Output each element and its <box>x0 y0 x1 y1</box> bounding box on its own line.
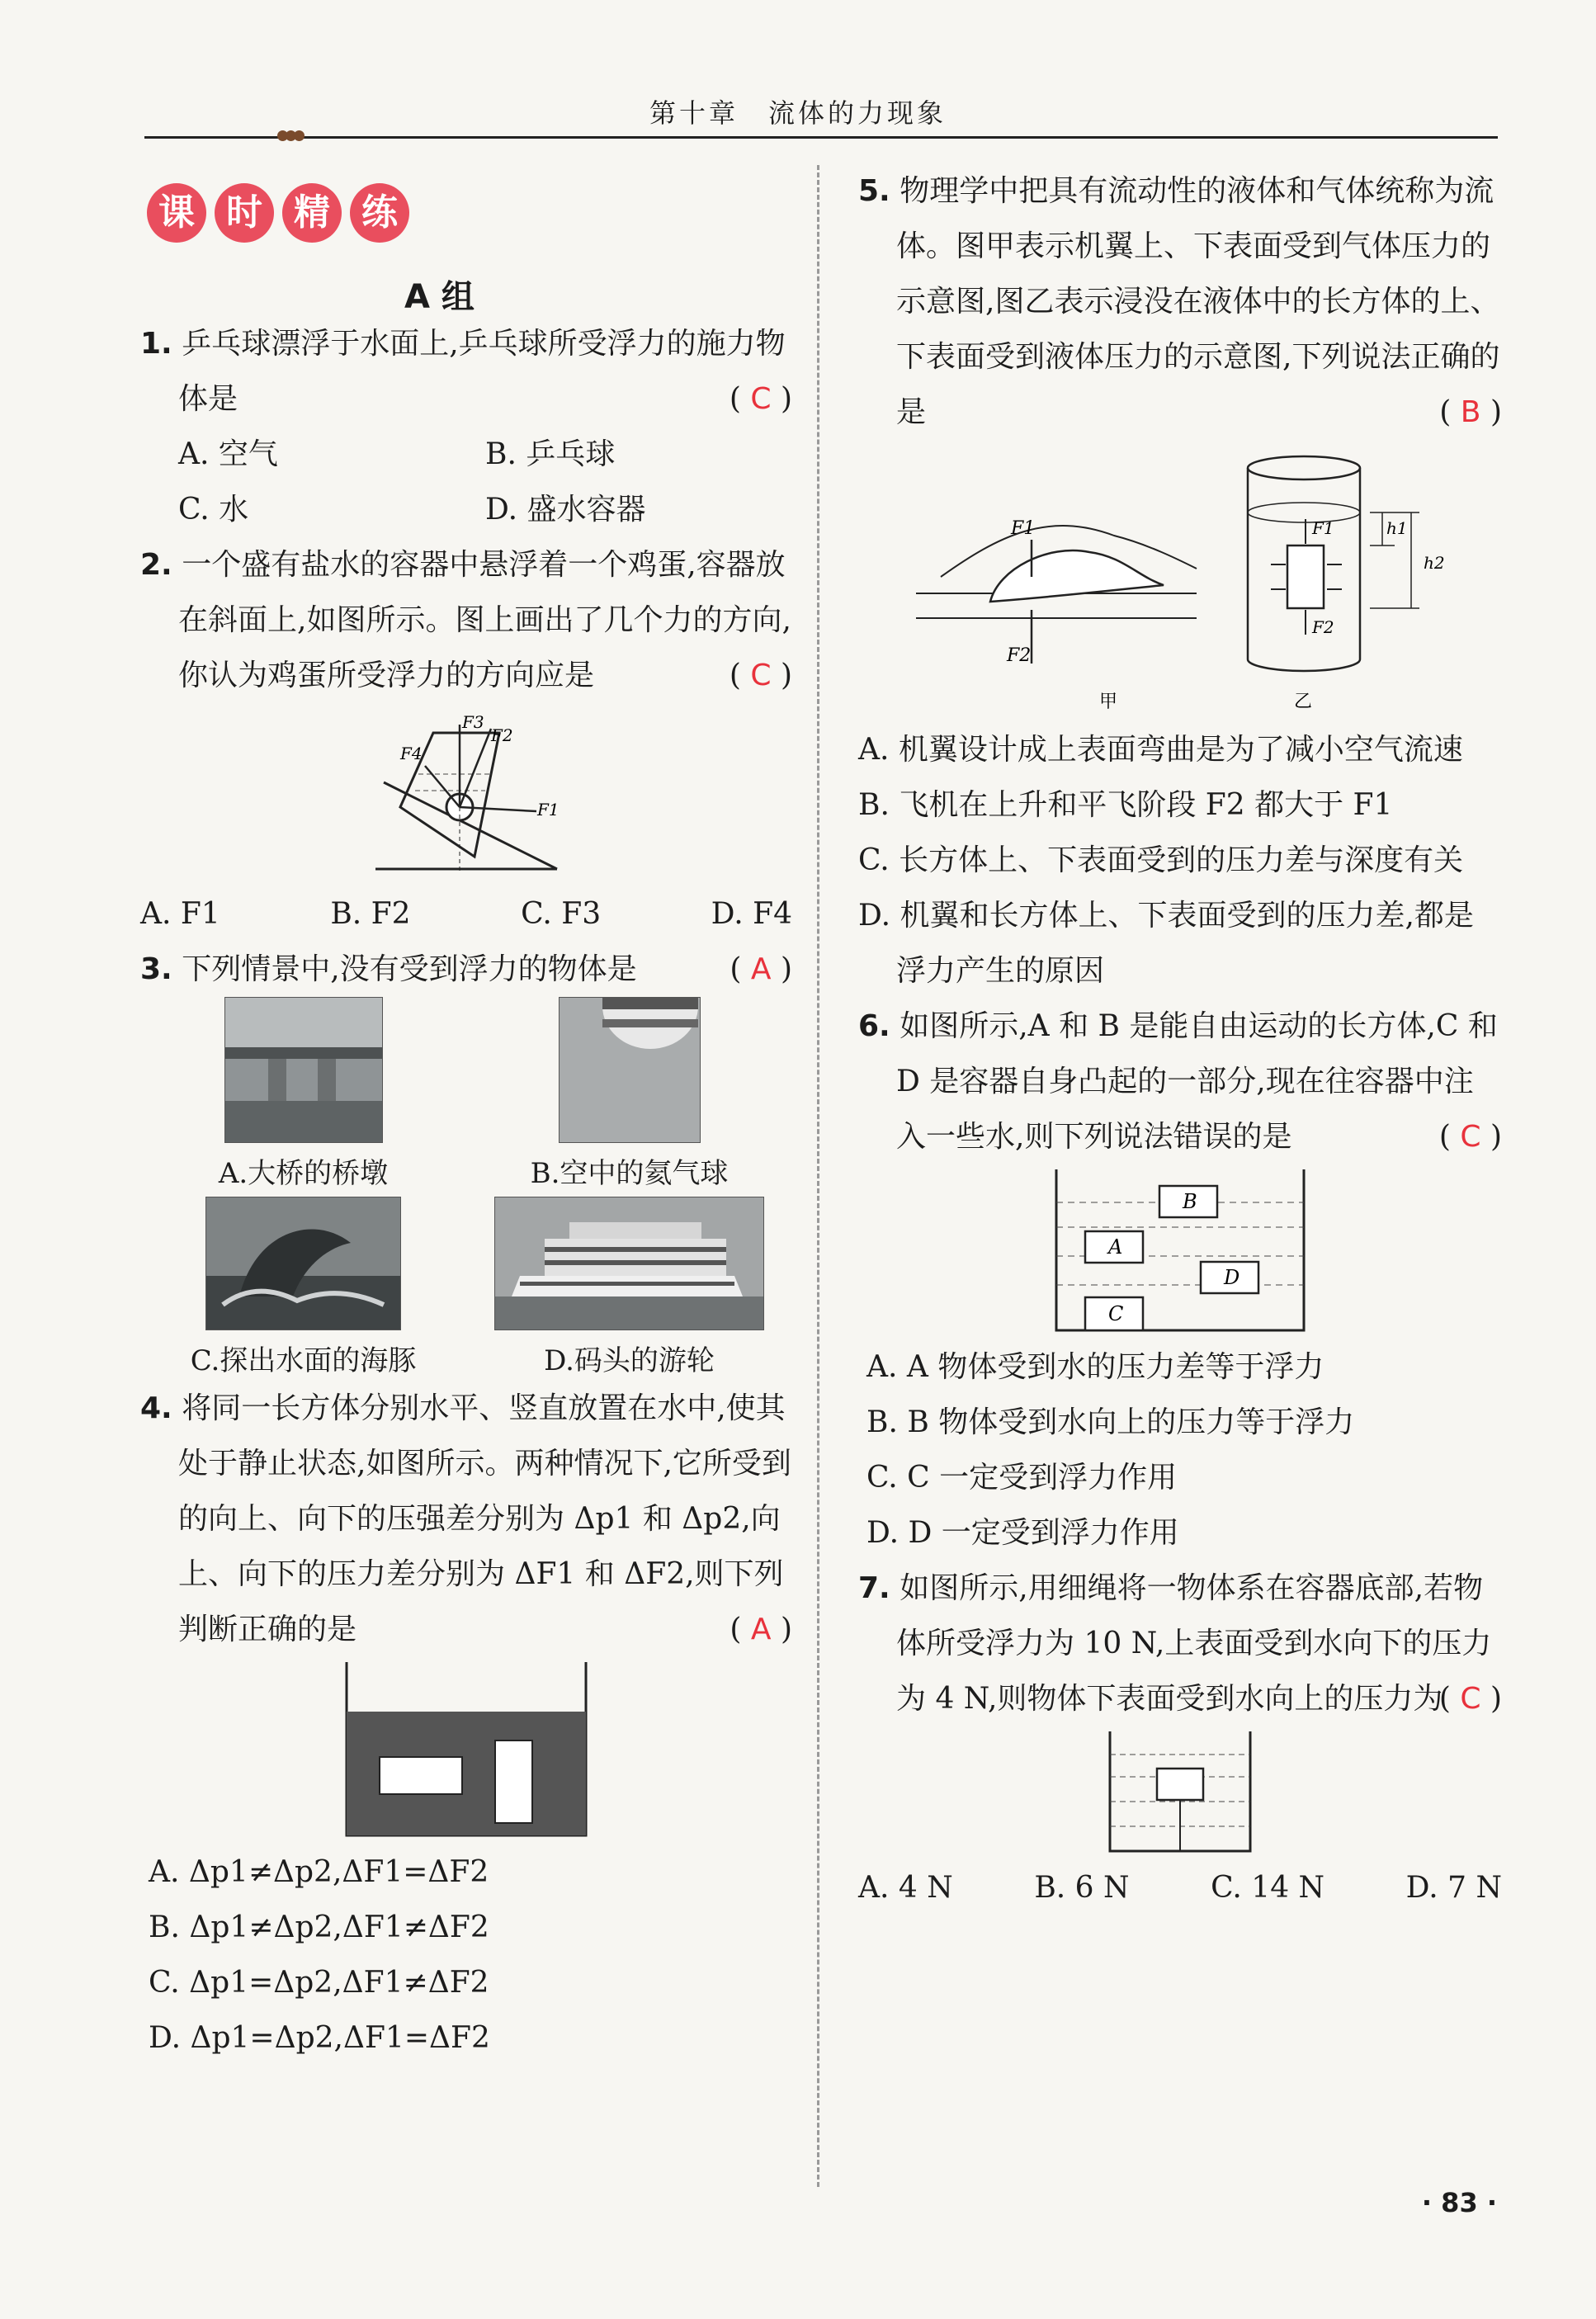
option: A. A 物体受到水的压力差等于浮力 <box>866 1350 1324 1384</box>
question-stem: 一个盛有盐水的容器中悬浮着一个鸡蛋,容器放在斜面上,如图所示。图上画出了几个力的方向,你认为鸡蛋所受浮力的方向应是 <box>178 548 791 692</box>
dolphin-photo <box>205 1197 401 1330</box>
options <box>140 427 792 537</box>
tag-char: 精 <box>282 183 342 243</box>
photo-caption: D.码头的游轮 <box>544 1344 715 1377</box>
question-6 <box>858 999 1502 1561</box>
option: C. Δp1=Δp2,ΔF1≠ΔF2 <box>149 1966 489 2000</box>
photo-item <box>466 1197 792 1381</box>
block-in-water-figure <box>342 1662 590 1840</box>
answer-bracket: ( C ) <box>1438 1120 1502 1154</box>
question-stem: 将同一长方体分别水平、竖直放置在水中,使其处于静止状态,如图所示。两种情况下,它所受到的向上、向下的压强差分别为 Δp1 和 Δp2,向上、向下的压力差分别为 ΔF1 和 ΔF2,则下列判断正确的是 <box>178 1391 791 1646</box>
question-stem: 乒乓球漂浮于水面上,乒乓球所受浮力的施力物体是 <box>178 327 786 416</box>
photo-item <box>466 997 792 1193</box>
option: A. 空气 <box>178 437 278 471</box>
container-blocks-figure <box>1052 1169 1308 1334</box>
option: B. 乒乓球 <box>485 437 616 471</box>
question-5 <box>858 163 1502 999</box>
option: B. F2 <box>330 897 411 931</box>
block-label: D <box>1224 1266 1240 1289</box>
force-label: F3 <box>462 712 484 732</box>
right-column <box>858 163 1502 1915</box>
question-stem: 如图所示,A 和 B 是能自由运动的长方体,C 和 D 是容器自身凸起的一部分,现在往容器中注入一些水,则下列说法错误的是 <box>896 1009 1498 1154</box>
option: C. 14 N <box>1211 1871 1325 1905</box>
question-number: 6. <box>858 1009 890 1043</box>
answer-bracket: ( B ) <box>1439 395 1502 429</box>
figure-caption: 乙 <box>1294 692 1313 712</box>
question-7 <box>858 1561 1502 1915</box>
photo-item <box>140 1197 466 1381</box>
option: A. 机翼设计成上表面弯曲是为了减小空气流速 <box>858 733 1463 767</box>
option: A. Δp1≠Δp2,ΔF1=ΔF2 <box>149 1855 489 1889</box>
option: C. F3 <box>521 897 602 931</box>
wing-and-block-figure <box>883 445 1477 717</box>
question-number: 3. <box>140 952 172 986</box>
block-label: C <box>1108 1302 1124 1325</box>
photo-grid <box>140 997 792 1381</box>
option: A. F1 <box>140 897 220 931</box>
answer: C <box>750 659 772 692</box>
option: B. B 物体受到水向上的压力等于浮力 <box>866 1405 1355 1439</box>
option: C. C 一定受到浮力作用 <box>866 1461 1178 1495</box>
question-2 <box>140 537 792 942</box>
cruise-ship-photo <box>494 1197 764 1330</box>
answer: C <box>750 382 772 416</box>
column-divider <box>817 165 819 2187</box>
section-tag <box>147 183 418 243</box>
photo-caption: B.空中的氦气球 <box>530 1157 729 1190</box>
answer: A <box>750 952 772 986</box>
force-label: F2 <box>491 725 513 745</box>
block-label: B <box>1183 1190 1197 1213</box>
answer: C <box>1460 1682 1481 1716</box>
answer: C <box>1460 1120 1481 1154</box>
option: D. 机翼和长方体上、下表面受到的压力差,都是浮力产生的原因 <box>858 899 1474 988</box>
question-stem: 下列情景中,没有受到浮力的物体是 <box>182 952 637 986</box>
header-ornament <box>277 129 302 144</box>
option: D. 盛水容器 <box>485 493 646 527</box>
tag-char: 时 <box>215 183 274 243</box>
group-title: A 组 <box>404 278 475 316</box>
question-stem: 如图所示,用细绳将一物体系在容器底部,若物体所受浮力为 10 N,上表面受到水向下的压力为 4 N,则物体下表面受到水向上的压力为 <box>896 1571 1492 1716</box>
force-label: F2 <box>1007 645 1032 666</box>
figure-caption: 甲 <box>1099 692 1118 712</box>
option: D. F4 <box>711 897 792 931</box>
question-number: 5. <box>858 174 890 208</box>
egg-incline-figure <box>367 708 565 881</box>
question-number: 7. <box>858 1571 890 1605</box>
option: D. D 一定受到浮力作用 <box>866 1516 1179 1550</box>
force-label: F1 <box>537 800 560 819</box>
answer-bracket: ( A ) <box>730 1613 792 1646</box>
option: B. 飞机在上升和平飞阶段 F2 都大于 F1 <box>858 788 1393 822</box>
tag-char: 课 <box>147 183 206 243</box>
page-number: · 83 · <box>1421 2187 1497 2218</box>
question-4 <box>140 1381 792 2066</box>
answer-bracket: ( C ) <box>729 659 792 692</box>
option: D. 7 N <box>1405 1871 1502 1905</box>
options <box>858 722 1502 999</box>
answer-bracket: ( C ) <box>1438 1682 1502 1716</box>
force-label: F1 <box>1312 518 1334 538</box>
bridge-pier-photo <box>224 997 383 1143</box>
chapter-title: 第十章 流体的力现象 <box>649 97 947 129</box>
photo-item <box>140 997 466 1193</box>
force-label: F1 <box>1011 518 1036 539</box>
options <box>858 1339 1502 1561</box>
tag-char: 练 <box>350 183 409 243</box>
answer: B <box>1460 395 1481 429</box>
answer: A <box>750 1613 772 1646</box>
block-label: A <box>1108 1235 1123 1259</box>
question-number: 4. <box>140 1391 172 1425</box>
question-1 <box>140 316 792 537</box>
depth-label: h1 <box>1386 518 1408 538</box>
option: A. 4 N <box>858 1871 953 1905</box>
options <box>140 886 792 942</box>
options <box>140 1844 792 2066</box>
question-stem: 物理学中把具有流动性的液体和气体统称为流体。图甲表示机翼上、下表面受到气体压力的示意图,图乙表示浸没在液体中的长方体的上、下表面受到液体压力的示意图,下列说法正确的是 <box>896 174 1500 429</box>
options <box>858 1860 1502 1915</box>
balloon-photo <box>559 997 701 1143</box>
left-column <box>140 316 792 2066</box>
question-number: 1. <box>140 327 172 361</box>
header-rule <box>144 136 1498 139</box>
option: B. 6 N <box>1034 1871 1130 1905</box>
option: C. 长方体上、下表面受到的压力差与深度有关 <box>858 843 1464 877</box>
option: C. 水 <box>178 493 249 527</box>
photo-caption: C.探出水面的海豚 <box>190 1344 417 1377</box>
question-number: 2. <box>140 548 172 582</box>
photo-caption: A.大桥的桥墩 <box>218 1157 389 1190</box>
option: D. Δp1=Δp2,ΔF1=ΔF2 <box>149 2021 490 2055</box>
answer-bracket: ( C ) <box>729 382 792 416</box>
depth-label: h2 <box>1424 553 1445 573</box>
option: B. Δp1≠Δp2,ΔF1≠ΔF2 <box>149 1910 489 1944</box>
tied-block-figure <box>1106 1731 1254 1855</box>
force-label: F4 <box>400 744 423 763</box>
question-3 <box>140 942 792 1381</box>
answer-bracket: ( A ) <box>730 952 792 986</box>
force-label: F2 <box>1312 617 1334 637</box>
